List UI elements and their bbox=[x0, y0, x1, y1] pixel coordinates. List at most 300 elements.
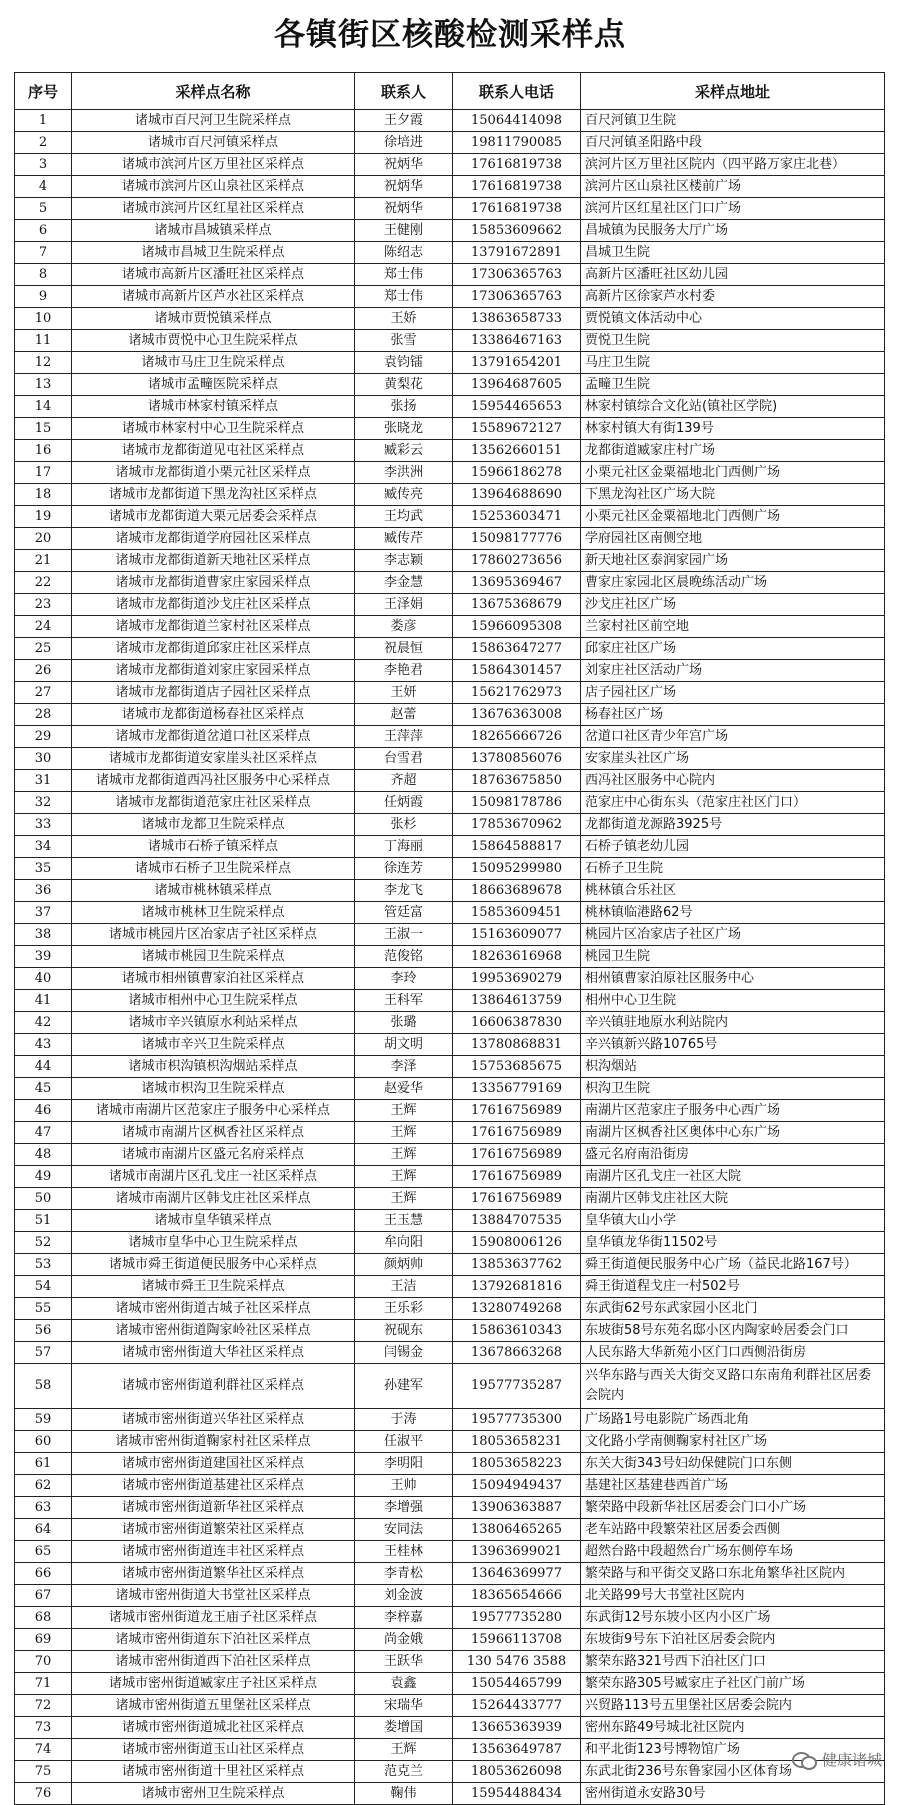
row-phone: 18663689678 bbox=[453, 880, 581, 902]
row-phone: 13906363887 bbox=[453, 1497, 581, 1519]
row-phone: 13792681816 bbox=[453, 1276, 581, 1298]
table-row bbox=[15, 968, 885, 990]
row-address: 和平北街123号博物馆广场 bbox=[581, 1739, 885, 1761]
row-serial: 21 bbox=[15, 550, 72, 572]
row-site-name: 诸城市龙都街道新天地社区采样点 bbox=[72, 550, 355, 572]
row-contact: 郑士伟 bbox=[355, 264, 453, 286]
row-serial: 31 bbox=[15, 770, 72, 792]
row-serial: 63 bbox=[15, 1497, 72, 1519]
row-contact: 臧彩云 bbox=[355, 440, 453, 462]
row-contact: 张扬 bbox=[355, 396, 453, 418]
row-site-name: 诸城市昌城镇采样点 bbox=[72, 220, 355, 242]
row-contact: 张杉 bbox=[355, 814, 453, 836]
row-contact: 娄彦 bbox=[355, 616, 453, 638]
table-row bbox=[15, 1078, 885, 1100]
row-contact: 李志颖 bbox=[355, 550, 453, 572]
row-contact: 王辉 bbox=[355, 1100, 453, 1122]
row-contact: 闫锡金 bbox=[355, 1342, 453, 1364]
row-contact: 李明阳 bbox=[355, 1453, 453, 1475]
table-row bbox=[15, 1541, 885, 1563]
table-row bbox=[15, 1276, 885, 1298]
table-row bbox=[15, 154, 885, 176]
table-row bbox=[15, 748, 885, 770]
row-phone: 13665363939 bbox=[453, 1717, 581, 1739]
row-site-name: 诸城市枳沟卫生院采样点 bbox=[72, 1078, 355, 1100]
row-serial: 68 bbox=[15, 1607, 72, 1629]
row-site-name: 诸城市龙都街道小栗元社区采样点 bbox=[72, 462, 355, 484]
row-phone: 13780868831 bbox=[453, 1034, 581, 1056]
row-phone: 13562660151 bbox=[453, 440, 581, 462]
row-phone: 17616819738 bbox=[453, 176, 581, 198]
row-address: 桃园片区冶家店子社区广场 bbox=[581, 924, 885, 946]
row-serial: 17 bbox=[15, 462, 72, 484]
row-phone: 13853637762 bbox=[453, 1254, 581, 1276]
row-site-name: 诸城市密州街道十里社区采样点 bbox=[72, 1761, 355, 1783]
row-phone: 13386467163 bbox=[453, 330, 581, 352]
row-contact: 王帅 bbox=[355, 1475, 453, 1497]
table-row bbox=[15, 1100, 885, 1122]
row-phone: 17616756989 bbox=[453, 1100, 581, 1122]
row-phone: 15966186278 bbox=[453, 462, 581, 484]
row-contact: 宋瑞华 bbox=[355, 1695, 453, 1717]
row-address: 学府园社区南侧空地 bbox=[581, 528, 885, 550]
table-row bbox=[15, 462, 885, 484]
row-address: 滨河片区山泉社区楼前广场 bbox=[581, 176, 885, 198]
row-address: 沙戈庄社区广场 bbox=[581, 594, 885, 616]
row-address: 兰家村社区前空地 bbox=[581, 616, 885, 638]
table-row bbox=[15, 1056, 885, 1078]
row-site-name: 诸城市密州卫生院采样点 bbox=[72, 1783, 355, 1805]
row-address: 店子园社区广场 bbox=[581, 682, 885, 704]
row-serial: 42 bbox=[15, 1012, 72, 1034]
row-site-name: 诸城市马庄卫生院采样点 bbox=[72, 352, 355, 374]
row-serial: 27 bbox=[15, 682, 72, 704]
row-contact: 祝砚东 bbox=[355, 1320, 453, 1342]
row-phone: 17616756989 bbox=[453, 1144, 581, 1166]
row-address: 岔道口社区青少年宫广场 bbox=[581, 726, 885, 748]
row-contact: 牟向阳 bbox=[355, 1232, 453, 1254]
row-contact: 王淑一 bbox=[355, 924, 453, 946]
row-address: 盛元名府南沿街房 bbox=[581, 1144, 885, 1166]
row-phone: 15966095308 bbox=[453, 616, 581, 638]
row-phone: 17616756989 bbox=[453, 1188, 581, 1210]
row-serial: 11 bbox=[15, 330, 72, 352]
row-address: 相州镇曹家泊原社区服务中心 bbox=[581, 968, 885, 990]
row-site-name: 诸城市桃林卫生院采样点 bbox=[72, 902, 355, 924]
row-site-name: 诸城市舜王街道便民服务中心采样点 bbox=[72, 1254, 355, 1276]
row-site-name: 诸城市密州街道东下泊社区采样点 bbox=[72, 1629, 355, 1651]
row-address: 繁荣路中段新华社区居委会门口小广场 bbox=[581, 1497, 885, 1519]
row-serial: 33 bbox=[15, 814, 72, 836]
row-serial: 32 bbox=[15, 792, 72, 814]
row-address: 广场路1号电影院广场西北角 bbox=[581, 1409, 885, 1431]
table-row bbox=[15, 1409, 885, 1431]
row-serial: 52 bbox=[15, 1232, 72, 1254]
row-phone: 15954488434 bbox=[453, 1783, 581, 1805]
row-serial: 54 bbox=[15, 1276, 72, 1298]
table-row bbox=[15, 506, 885, 528]
row-phone: 15253603471 bbox=[453, 506, 581, 528]
row-contact: 李洪洲 bbox=[355, 462, 453, 484]
row-site-name: 诸城市密州街道连丰社区采样点 bbox=[72, 1541, 355, 1563]
row-contact: 齐超 bbox=[355, 770, 453, 792]
row-contact: 王均武 bbox=[355, 506, 453, 528]
row-address: 贾悦卫生院 bbox=[581, 330, 885, 352]
row-phone: 13964687605 bbox=[453, 374, 581, 396]
row-contact: 尚金娥 bbox=[355, 1629, 453, 1651]
row-serial: 46 bbox=[15, 1100, 72, 1122]
row-phone: 17616819738 bbox=[453, 154, 581, 176]
row-phone: 19577735280 bbox=[453, 1607, 581, 1629]
row-phone: 15054465799 bbox=[453, 1673, 581, 1695]
table-row bbox=[15, 770, 885, 792]
table-row bbox=[15, 330, 885, 352]
row-address: 滨河片区红星社区门口广场 bbox=[581, 198, 885, 220]
row-address: 高新片区潘旺社区幼儿园 bbox=[581, 264, 885, 286]
row-contact: 王辉 bbox=[355, 1739, 453, 1761]
row-serial: 73 bbox=[15, 1717, 72, 1739]
row-address: 超然台路中段超然台广场东侧停车场 bbox=[581, 1541, 885, 1563]
table-row bbox=[15, 1166, 885, 1188]
table-row bbox=[15, 572, 885, 594]
row-contact: 王辉 bbox=[355, 1122, 453, 1144]
row-serial: 29 bbox=[15, 726, 72, 748]
row-phone: 19577735287 bbox=[453, 1364, 581, 1409]
row-serial: 48 bbox=[15, 1144, 72, 1166]
row-address: 桃林镇临港路62号 bbox=[581, 902, 885, 924]
row-serial: 34 bbox=[15, 836, 72, 858]
row-site-name: 诸城市滨河片区红星社区采样点 bbox=[72, 198, 355, 220]
row-contact: 郑士伟 bbox=[355, 286, 453, 308]
row-address: 昌城卫生院 bbox=[581, 242, 885, 264]
row-contact: 祝炳华 bbox=[355, 198, 453, 220]
row-site-name: 诸城市龙都街道大栗元居委会采样点 bbox=[72, 506, 355, 528]
table-row bbox=[15, 990, 885, 1012]
row-contact: 王辉 bbox=[355, 1166, 453, 1188]
row-phone: 13963699021 bbox=[453, 1541, 581, 1563]
row-contact: 张璐 bbox=[355, 1012, 453, 1034]
row-address: 昌城镇为民服务大厅广场 bbox=[581, 220, 885, 242]
row-serial: 45 bbox=[15, 1078, 72, 1100]
row-contact: 祝炳华 bbox=[355, 154, 453, 176]
row-site-name: 诸城市贾悦中心卫生院采样点 bbox=[72, 330, 355, 352]
row-phone: 15098177776 bbox=[453, 528, 581, 550]
row-contact: 王萍萍 bbox=[355, 726, 453, 748]
row-address: 密州街道永安路30号 bbox=[581, 1783, 885, 1805]
header-phone: 联系人电话 bbox=[453, 73, 581, 110]
table-row bbox=[15, 1320, 885, 1342]
row-phone: 15853609451 bbox=[453, 902, 581, 924]
row-site-name: 诸城市龙都街道安家崖头社区采样点 bbox=[72, 748, 355, 770]
table-row bbox=[15, 1034, 885, 1056]
row-address: 东武北街236号东鲁家园小区体育场 bbox=[581, 1761, 885, 1783]
row-phone: 13675368679 bbox=[453, 594, 581, 616]
table-row bbox=[15, 484, 885, 506]
row-serial: 7 bbox=[15, 242, 72, 264]
row-site-name: 诸城市林家村中心卫生院采样点 bbox=[72, 418, 355, 440]
row-serial: 72 bbox=[15, 1695, 72, 1717]
row-phone: 16606387830 bbox=[453, 1012, 581, 1034]
header-serial: 序号 bbox=[15, 73, 72, 110]
row-phone: 13563649787 bbox=[453, 1739, 581, 1761]
row-phone: 13884707535 bbox=[453, 1210, 581, 1232]
row-address: 西冯社区服务中心院内 bbox=[581, 770, 885, 792]
table-row bbox=[15, 242, 885, 264]
row-serial: 22 bbox=[15, 572, 72, 594]
row-address: 杨春社区广场 bbox=[581, 704, 885, 726]
row-address: 繁荣东路305号臧家庄子社区门前广场 bbox=[581, 1673, 885, 1695]
table-row bbox=[15, 176, 885, 198]
row-site-name: 诸城市石桥子卫生院采样点 bbox=[72, 858, 355, 880]
row-phone: 15064414098 bbox=[453, 110, 581, 132]
row-serial: 2 bbox=[15, 132, 72, 154]
row-phone: 18365654666 bbox=[453, 1585, 581, 1607]
table-row bbox=[15, 880, 885, 902]
row-serial: 57 bbox=[15, 1342, 72, 1364]
row-site-name: 诸城市龙都街道刘家庄家园采样点 bbox=[72, 660, 355, 682]
row-contact: 娄增国 bbox=[355, 1717, 453, 1739]
row-serial: 9 bbox=[15, 286, 72, 308]
row-phone: 15863610343 bbox=[453, 1320, 581, 1342]
row-serial: 61 bbox=[15, 1453, 72, 1475]
table-row bbox=[15, 1519, 885, 1541]
row-phone: 15954465653 bbox=[453, 396, 581, 418]
row-contact: 臧传亮 bbox=[355, 484, 453, 506]
table-row bbox=[15, 132, 885, 154]
row-serial: 44 bbox=[15, 1056, 72, 1078]
row-address: 北关路99号大书堂社区院内 bbox=[581, 1585, 885, 1607]
row-address: 基建社区基建巷西首广场 bbox=[581, 1475, 885, 1497]
row-contact: 任炳霞 bbox=[355, 792, 453, 814]
row-site-name: 诸城市龙都街道店子园社区采样点 bbox=[72, 682, 355, 704]
row-address: 曹家庄家园北区晨晚练活动广场 bbox=[581, 572, 885, 594]
table-row bbox=[15, 396, 885, 418]
row-address: 南湖片区孔戈庄一社区大院 bbox=[581, 1166, 885, 1188]
row-address: 石桥子卫生院 bbox=[581, 858, 885, 880]
row-phone: 15589672127 bbox=[453, 418, 581, 440]
row-site-name: 诸城市南湖片区范家庄子服务中心采样点 bbox=[72, 1100, 355, 1122]
row-address: 龙都街道臧家庄村广场 bbox=[581, 440, 885, 462]
row-contact: 孙建军 bbox=[355, 1364, 453, 1409]
table-row bbox=[15, 638, 885, 660]
row-contact: 任淑平 bbox=[355, 1431, 453, 1453]
row-site-name: 诸城市龙都街道沙戈庄社区采样点 bbox=[72, 594, 355, 616]
row-site-name: 诸城市百尺河卫生院采样点 bbox=[72, 110, 355, 132]
row-contact: 祝晨恒 bbox=[355, 638, 453, 660]
row-address: 贾悦镇文体活动中心 bbox=[581, 308, 885, 330]
row-phone: 13964688690 bbox=[453, 484, 581, 506]
row-site-name: 诸城市皇华镇采样点 bbox=[72, 1210, 355, 1232]
row-site-name: 诸城市密州街道繁荣社区采样点 bbox=[72, 1519, 355, 1541]
row-serial: 36 bbox=[15, 880, 72, 902]
table-row bbox=[15, 836, 885, 858]
row-phone: 13791654201 bbox=[453, 352, 581, 374]
row-address: 枳沟烟站 bbox=[581, 1056, 885, 1078]
table-row bbox=[15, 660, 885, 682]
row-address: 下黑龙沟社区广场大院 bbox=[581, 484, 885, 506]
row-site-name: 诸城市龙都街道兰家村社区采样点 bbox=[72, 616, 355, 638]
row-phone: 15853609662 bbox=[453, 220, 581, 242]
table-row bbox=[15, 1651, 885, 1673]
row-site-name: 诸城市密州街道五里堡社区采样点 bbox=[72, 1695, 355, 1717]
wechat-icon bbox=[792, 1749, 816, 1769]
row-address: 文化路小学南侧鞠家村社区广场 bbox=[581, 1431, 885, 1453]
row-contact: 王泽娟 bbox=[355, 594, 453, 616]
row-site-name: 诸城市密州街道西下泊社区采样点 bbox=[72, 1651, 355, 1673]
row-address: 人民东路大华新苑小区门口西侧沿街房 bbox=[581, 1342, 885, 1364]
row-site-name: 诸城市密州街道鞠家村社区采样点 bbox=[72, 1431, 355, 1453]
row-contact: 王健刚 bbox=[355, 220, 453, 242]
watermark-text: 健康诸城 bbox=[821, 1750, 882, 1769]
row-serial: 76 bbox=[15, 1783, 72, 1805]
table-row bbox=[15, 1563, 885, 1585]
table-row bbox=[15, 792, 885, 814]
row-serial: 40 bbox=[15, 968, 72, 990]
row-serial: 8 bbox=[15, 264, 72, 286]
table-row bbox=[15, 1210, 885, 1232]
row-address: 繁荣东路321号西下泊社区门口 bbox=[581, 1651, 885, 1673]
row-serial: 41 bbox=[15, 990, 72, 1012]
row-phone: 15864588817 bbox=[453, 836, 581, 858]
row-address: 东关大街343号妇幼保健院门口东侧 bbox=[581, 1453, 885, 1475]
table-row bbox=[15, 1364, 885, 1409]
row-phone: 15264433777 bbox=[453, 1695, 581, 1717]
row-serial: 37 bbox=[15, 902, 72, 924]
row-phone: 15864301457 bbox=[453, 660, 581, 682]
row-contact: 王乐彩 bbox=[355, 1298, 453, 1320]
row-contact: 安同法 bbox=[355, 1519, 453, 1541]
row-phone: 15908006126 bbox=[453, 1232, 581, 1254]
row-phone: 18265666726 bbox=[453, 726, 581, 748]
row-site-name: 诸城市密州街道大书堂社区采样点 bbox=[72, 1585, 355, 1607]
row-serial: 14 bbox=[15, 396, 72, 418]
row-address: 龙都街道龙源路3925号 bbox=[581, 814, 885, 836]
row-site-name: 诸城市孟疃医院采样点 bbox=[72, 374, 355, 396]
row-phone: 130 5476 3588 bbox=[453, 1651, 581, 1673]
table-row bbox=[15, 1783, 885, 1805]
row-phone: 13791672891 bbox=[453, 242, 581, 264]
row-serial: 19 bbox=[15, 506, 72, 528]
row-address: 邱家庄社区广场 bbox=[581, 638, 885, 660]
row-site-name: 诸城市龙都卫生院采样点 bbox=[72, 814, 355, 836]
table-row bbox=[15, 726, 885, 748]
row-address: 小栗元社区金粟福地北门西侧广场 bbox=[581, 462, 885, 484]
table-row bbox=[15, 1717, 885, 1739]
row-serial: 74 bbox=[15, 1739, 72, 1761]
row-contact: 王娇 bbox=[355, 308, 453, 330]
sampling-sites-table bbox=[14, 72, 885, 1805]
row-site-name: 诸城市南湖片区韩戈庄社区采样点 bbox=[72, 1188, 355, 1210]
row-contact: 李艳君 bbox=[355, 660, 453, 682]
row-phone: 15095299980 bbox=[453, 858, 581, 880]
row-serial: 10 bbox=[15, 308, 72, 330]
table-row bbox=[15, 1739, 885, 1761]
row-serial: 53 bbox=[15, 1254, 72, 1276]
row-contact: 颜炳帅 bbox=[355, 1254, 453, 1276]
row-contact: 赵爱华 bbox=[355, 1078, 453, 1100]
table-row bbox=[15, 1695, 885, 1717]
row-site-name: 诸城市龙都街道见屯社区采样点 bbox=[72, 440, 355, 462]
row-address: 舜王街道便民服务中心广场（益民北路167号） bbox=[581, 1254, 885, 1276]
row-address: 范家庄中心街东头（范家庄社区门口） bbox=[581, 792, 885, 814]
header-contact: 联系人 bbox=[355, 73, 453, 110]
row-site-name: 诸城市密州街道新华社区采样点 bbox=[72, 1497, 355, 1519]
table-row bbox=[15, 352, 885, 374]
row-phone: 13356779169 bbox=[453, 1078, 581, 1100]
row-serial: 51 bbox=[15, 1210, 72, 1232]
row-serial: 75 bbox=[15, 1761, 72, 1783]
row-site-name: 诸城市密州街道建国社区采样点 bbox=[72, 1453, 355, 1475]
row-site-name: 诸城市龙都街道杨春社区采样点 bbox=[72, 704, 355, 726]
row-address: 高新片区徐家芦水村委 bbox=[581, 286, 885, 308]
row-serial: 35 bbox=[15, 858, 72, 880]
row-site-name: 诸城市辛兴卫生院采样点 bbox=[72, 1034, 355, 1056]
row-site-name: 诸城市贾悦镇采样点 bbox=[72, 308, 355, 330]
row-contact: 刘金波 bbox=[355, 1585, 453, 1607]
row-site-name: 诸城市桃林镇采样点 bbox=[72, 880, 355, 902]
row-site-name: 诸城市滨河片区山泉社区采样点 bbox=[72, 176, 355, 198]
row-contact: 臧传芹 bbox=[355, 528, 453, 550]
row-serial: 25 bbox=[15, 638, 72, 660]
row-serial: 1 bbox=[15, 110, 72, 132]
row-serial: 39 bbox=[15, 946, 72, 968]
row-contact: 王玉慧 bbox=[355, 1210, 453, 1232]
row-serial: 12 bbox=[15, 352, 72, 374]
table-row bbox=[15, 550, 885, 572]
table-row bbox=[15, 1012, 885, 1034]
table-row bbox=[15, 1475, 885, 1497]
row-address: 滨河片区万里社区院内（四平路万家庄北巷） bbox=[581, 154, 885, 176]
row-serial: 50 bbox=[15, 1188, 72, 1210]
row-address: 南湖片区范家庄子服务中心西广场 bbox=[581, 1100, 885, 1122]
row-contact: 陈绍志 bbox=[355, 242, 453, 264]
row-serial: 60 bbox=[15, 1431, 72, 1453]
row-serial: 67 bbox=[15, 1585, 72, 1607]
table-body bbox=[15, 110, 885, 1805]
row-contact: 李青松 bbox=[355, 1563, 453, 1585]
row-address: 刘家庄社区活动广场 bbox=[581, 660, 885, 682]
row-contact: 王妍 bbox=[355, 682, 453, 704]
row-site-name: 诸城市密州街道陶家岭社区采样点 bbox=[72, 1320, 355, 1342]
row-address: 密州东路49号城北社区院内 bbox=[581, 1717, 885, 1739]
row-address: 辛兴镇新兴路10765号 bbox=[581, 1034, 885, 1056]
row-site-name: 诸城市密州街道臧家庄子社区采样点 bbox=[72, 1673, 355, 1695]
row-phone: 17853670962 bbox=[453, 814, 581, 836]
table-row bbox=[15, 374, 885, 396]
row-contact: 李增强 bbox=[355, 1497, 453, 1519]
row-site-name: 诸城市高新片区潘旺社区采样点 bbox=[72, 264, 355, 286]
row-phone: 13695369467 bbox=[453, 572, 581, 594]
row-phone: 15966113708 bbox=[453, 1629, 581, 1651]
row-phone: 18053658223 bbox=[453, 1453, 581, 1475]
row-address: 东坡街9号东下泊社区居委会院内 bbox=[581, 1629, 885, 1651]
row-site-name: 诸城市龙都街道学府园社区采样点 bbox=[72, 528, 355, 550]
table-row bbox=[15, 1188, 885, 1210]
row-contact: 王夕霞 bbox=[355, 110, 453, 132]
row-phone: 15753685675 bbox=[453, 1056, 581, 1078]
table-row bbox=[15, 1585, 885, 1607]
table-row bbox=[15, 198, 885, 220]
row-address: 皇华镇龙华街11502号 bbox=[581, 1232, 885, 1254]
row-contact: 王科军 bbox=[355, 990, 453, 1012]
watermark bbox=[792, 1746, 882, 1772]
row-contact: 赵蕾 bbox=[355, 704, 453, 726]
row-serial: 65 bbox=[15, 1541, 72, 1563]
row-serial: 62 bbox=[15, 1475, 72, 1497]
table-row bbox=[15, 1673, 885, 1695]
row-address: 南湖片区枫香社区奥体中心东广场 bbox=[581, 1122, 885, 1144]
table-row bbox=[15, 682, 885, 704]
